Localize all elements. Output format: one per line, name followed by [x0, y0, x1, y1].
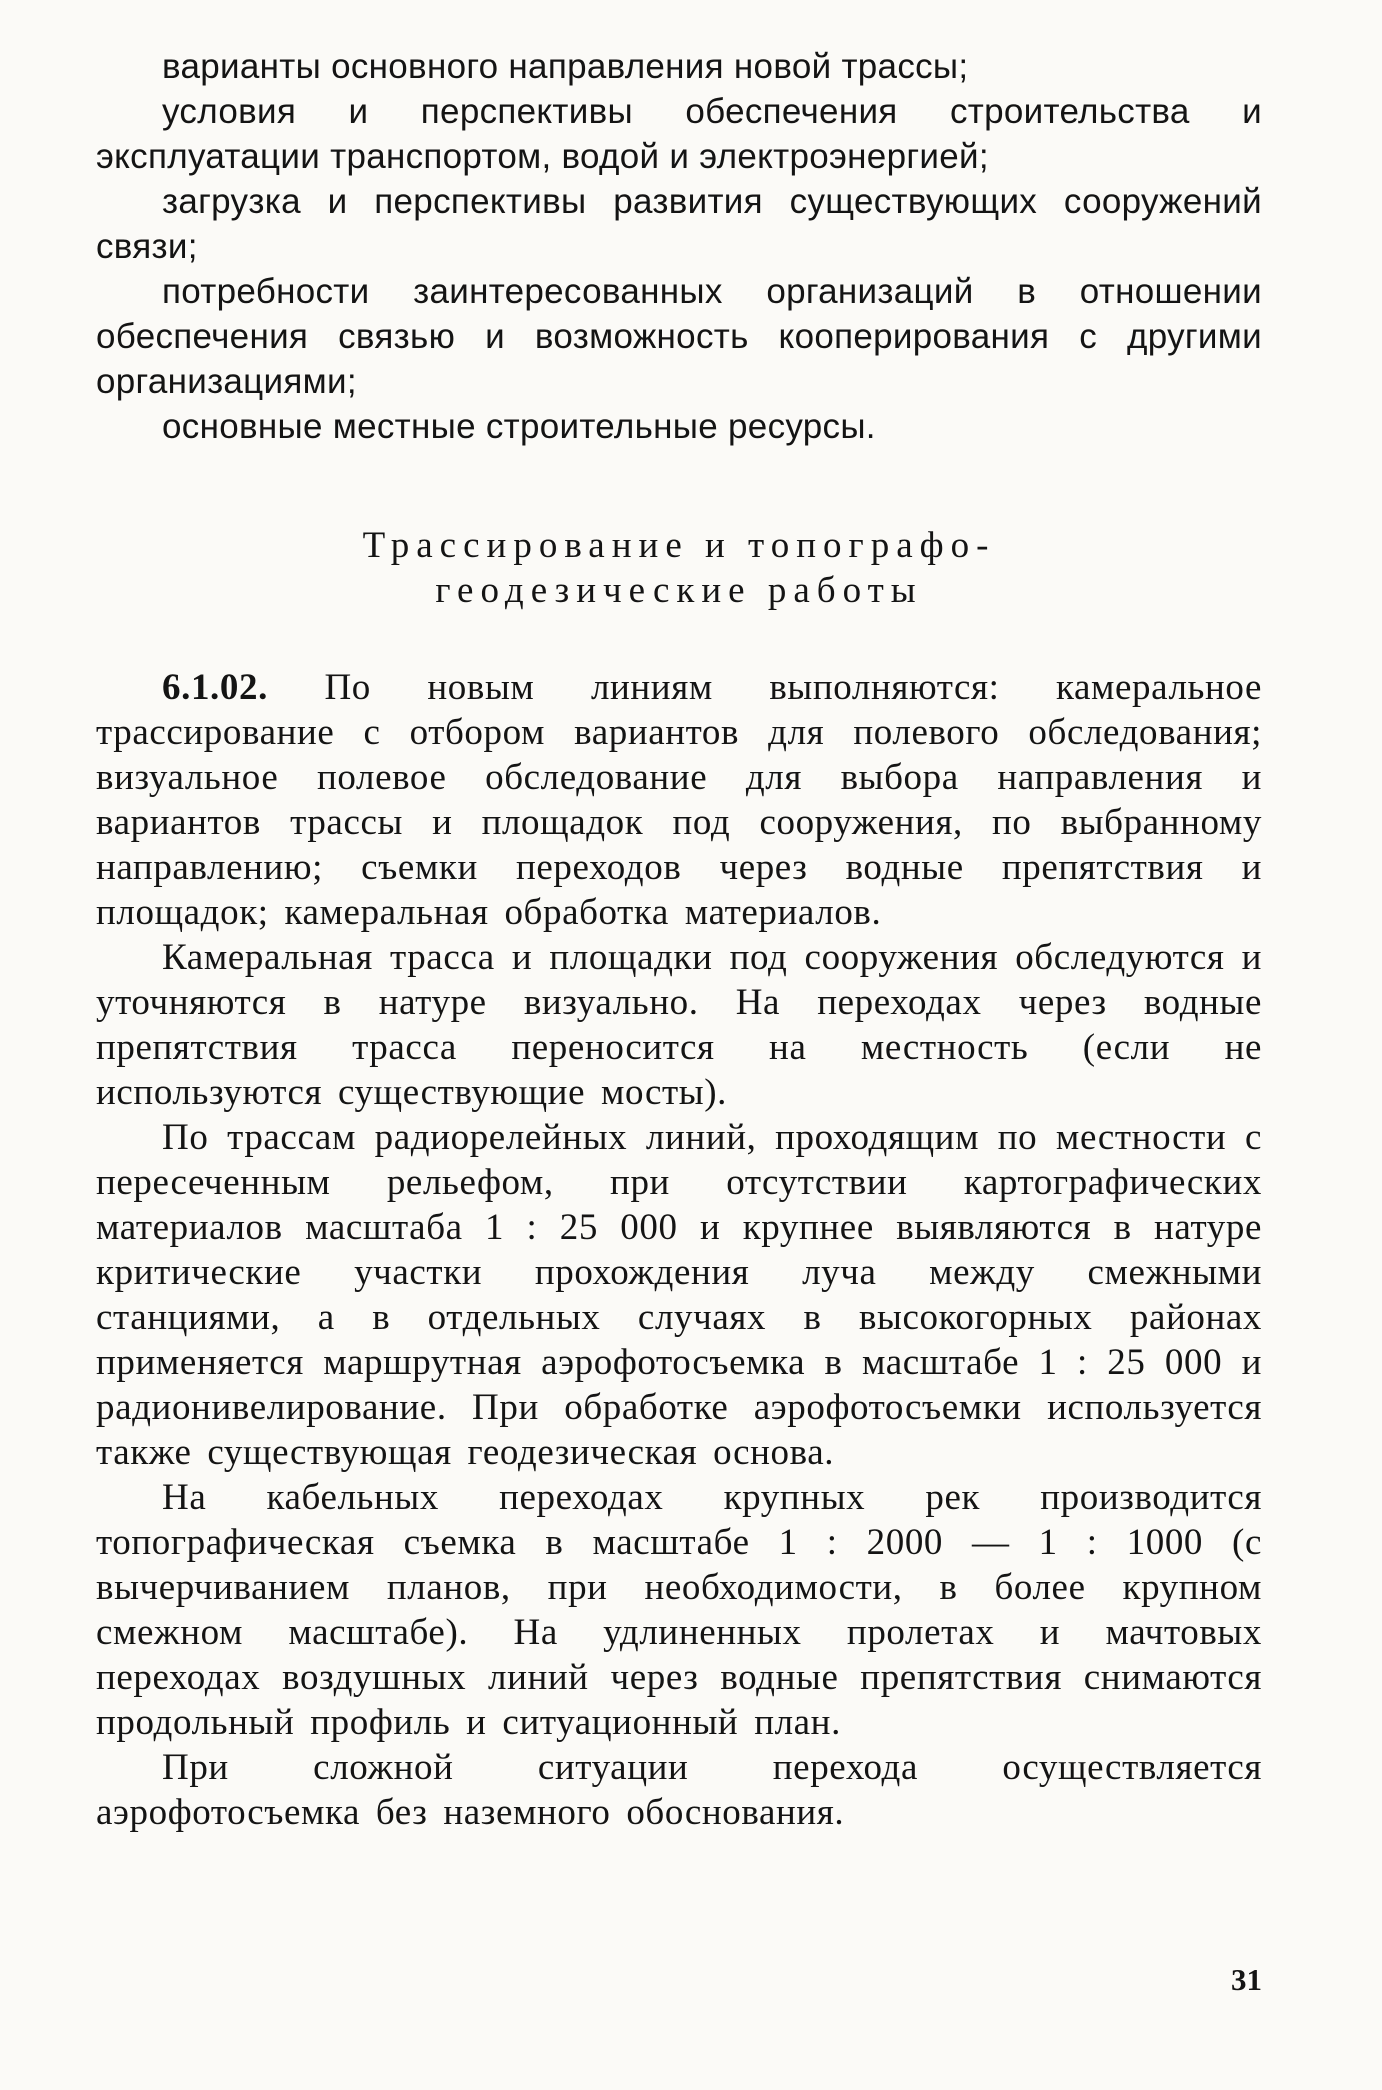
section-heading-line: Трассирование и топографо- [362, 525, 996, 566]
section-heading-line: геодезические работы [435, 570, 923, 611]
list-item: загрузка и перспективы развития существующих сооружений связи; [96, 182, 1262, 266]
section-heading [96, 523, 1262, 613]
paragraph: При сложной ситуации перехода осуществляется аэрофотосъемка без наземного обоснования. [96, 1747, 1262, 1833]
paragraph: На кабельных переходах крупных рек производится топографическая съемка в масштабе 1 : 2000 — 1 : 1000 (с вычерчиванием планов, при необходимости, в более крупном смежном масштабе). На удлиненных пролетах и мачтовых переходах воздушных линий через водные препятствия снимаются продольный профиль и ситуационный план. [96, 1477, 1262, 1743]
requirements-list [96, 44, 1262, 449]
list-item: потребности заинтересованных организаций в отношении обеспечения связью и возможность кооперирования с другими организациями; [96, 272, 1262, 401]
list-item: условия и перспективы обеспечения строительства и эксплуатации транспортом, водой и электроэнергией; [96, 92, 1262, 176]
clause-text: По новым линиям выполняются: камеральное трассирование с отбором вариантов для полевого обследования; визуальное полевое обследование для выбора направления и вариантов трассы и площадок под сооружения, по выбранному направлению; съемки переходов через водные препятствия и площадок; камеральная обработка материалов. [96, 667, 1263, 933]
paragraph: По трассам радиорелейных линий, проходящим по местности с пересеченным рельефом, при отсутствии картографических материалов масштаба 1 : 25 000 и крупнее выявляются в натуре критические участки прохождения луча между смежными станциями, а в отдельных случаях в высокогорных районах применяется маршрутная аэрофотосъемка в масштабе 1 : 25 000 и радионивелирование. При обработке аэрофотосъемки используется также существующая геодезическая основа. [96, 1117, 1262, 1473]
body-text [96, 665, 1262, 1835]
clause-number: 6.1.02. [162, 667, 268, 708]
page-number: 31 [1231, 1962, 1262, 1997]
list-item: основные местные строительные ресурсы. [162, 407, 876, 446]
clause-paragraph [96, 665, 1262, 935]
list-item: варианты основного направления новой трассы; [162, 47, 969, 86]
paragraph: Камеральная трасса и площадки под сооружения обследуются и уточняются в натуре визуально. На переходах через водные препятствия трасса переносится на местность (если не используются существующие мосты). [96, 937, 1262, 1113]
